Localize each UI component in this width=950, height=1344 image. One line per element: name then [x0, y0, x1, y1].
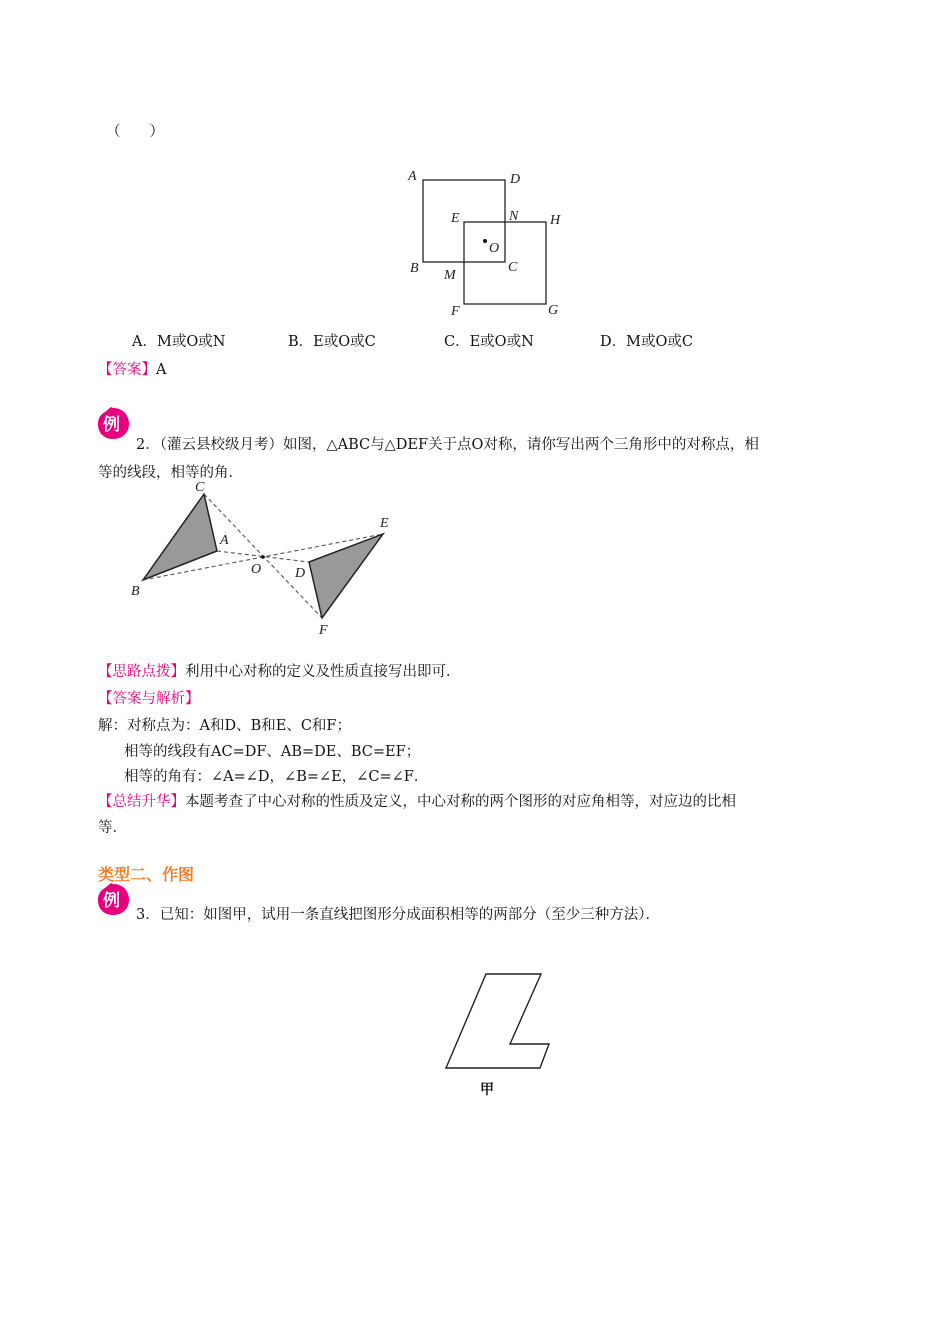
- triangles-figure: [125, 476, 400, 642]
- label-m: M: [444, 268, 456, 283]
- summary-tag: 【总结升华】: [98, 794, 185, 810]
- q3-text: 3．已知：如图甲，试用一条直线把图形分成面积相等的两部分（至少三种方法）．: [136, 907, 660, 923]
- label-f: F: [451, 304, 460, 319]
- solution-line3: 相等的角有：∠A=∠D，∠B=∠E，∠C=∠F．: [124, 769, 429, 785]
- answer-line: [98, 358, 166, 379]
- option-c: C．E或O或N: [444, 334, 534, 350]
- summary-line1: [98, 790, 736, 811]
- solution-tag: 【答案与解析】: [98, 691, 200, 707]
- answer-value: A: [156, 362, 167, 378]
- q2-line2: 等的线段，相等的角．: [98, 465, 243, 481]
- label-d: D: [295, 566, 306, 581]
- solution-line2: 相等的线段有AC=DF、AB=DE、BC=EF；: [124, 744, 421, 760]
- label-c: C: [508, 260, 518, 275]
- label-g: G: [548, 303, 559, 318]
- label-f: F: [319, 623, 328, 638]
- triangle-def: [309, 534, 383, 618]
- option-b: B．E或O或C: [288, 334, 376, 350]
- answer-tag: 【答案】: [98, 362, 156, 378]
- label-e: E: [451, 211, 460, 226]
- example-badge-icon: [96, 882, 130, 916]
- label-c: C: [195, 480, 205, 495]
- option-d: D．M或O或C: [600, 334, 693, 350]
- example-badge-icon: [96, 406, 130, 440]
- hint-tag: 【思路点拨】: [98, 664, 185, 680]
- squares-figure: [400, 160, 580, 322]
- label-n: N: [509, 209, 519, 224]
- center-point-o: [483, 239, 487, 243]
- section-heading: 类型二、作图: [98, 865, 195, 884]
- label-h: H: [550, 213, 561, 228]
- label-a: A: [408, 169, 417, 184]
- label-o: O: [489, 241, 500, 256]
- summary-text: 本题考查了中心对称的性质及定义，中心对称的两个图形的对应角相等，对应边的比相: [185, 794, 736, 810]
- solution-line1: 解：对称点为：A和D、B和E、C和F；: [98, 718, 351, 734]
- summary-line2: 等．: [98, 820, 127, 836]
- example-badge-text: 例: [103, 891, 120, 911]
- label-e: E: [380, 516, 389, 531]
- hint-line: [98, 660, 461, 681]
- hint-text: 利用中心对称的定义及性质直接写出即可．: [185, 664, 461, 680]
- label-b: B: [131, 584, 140, 599]
- label-a: A: [220, 533, 229, 548]
- l-shape-figure: [440, 968, 555, 1076]
- example-badge-text: 例: [103, 415, 120, 435]
- label-o: O: [251, 562, 262, 577]
- point-o: [261, 555, 265, 559]
- label-d: D: [510, 172, 521, 187]
- q2-line1: 2．（灌云县校级月考）如图，△ABC与△DEF关于点O对称，请你写出两个三角形中的对称点，相: [136, 437, 759, 453]
- figure-caption: 甲: [480, 1082, 494, 1098]
- answer-paren: （ ）: [106, 124, 164, 140]
- l-shape: [446, 974, 549, 1068]
- triangle-abc: [143, 494, 217, 580]
- option-a: A．M或O或N: [132, 334, 226, 350]
- label-b: B: [410, 261, 419, 276]
